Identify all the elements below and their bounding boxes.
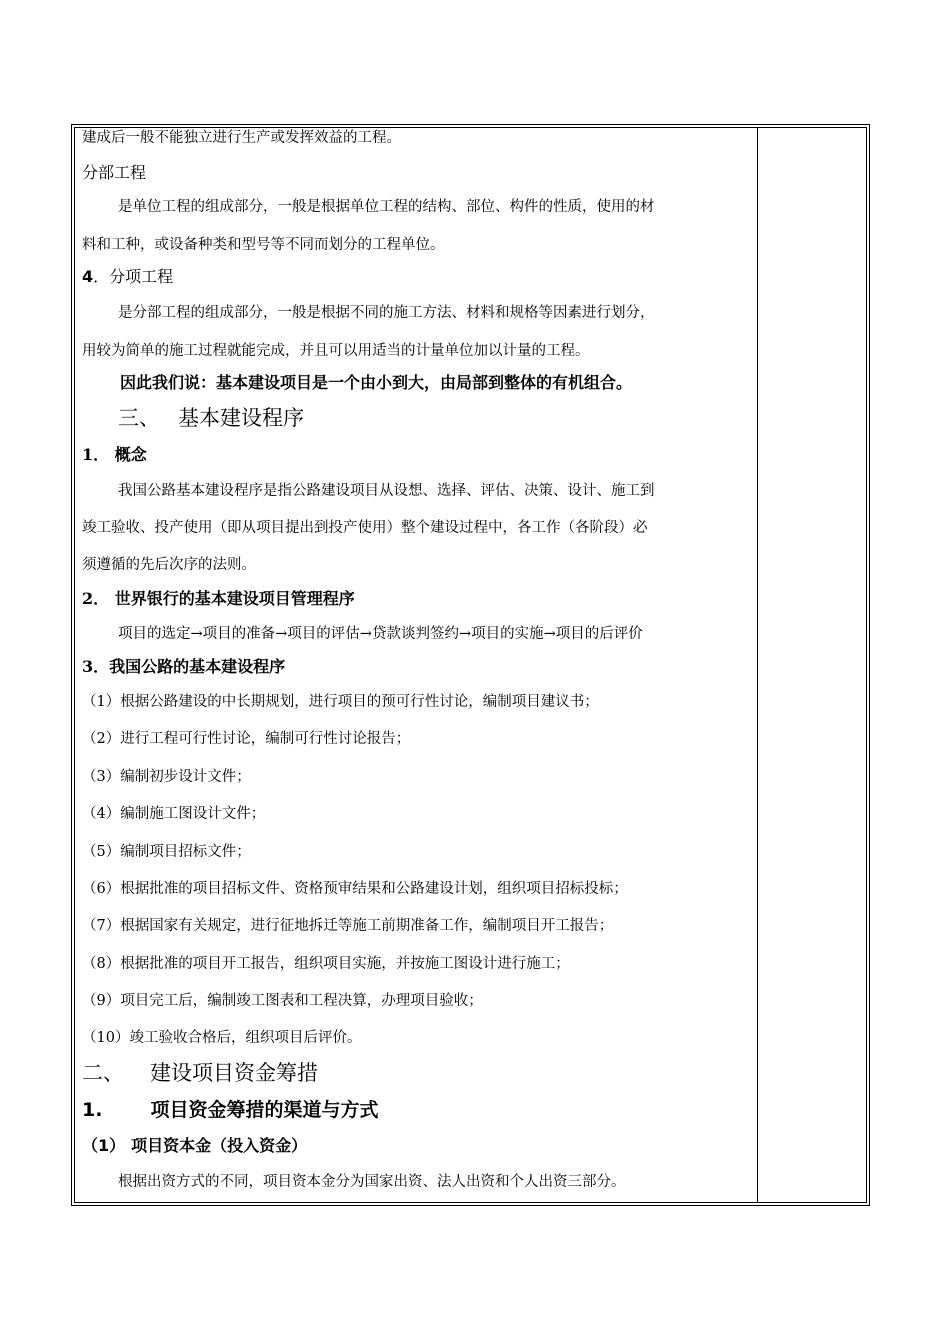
section-number: 三、: [118, 406, 160, 430]
text-line: 根据出资方式的不同，项目资本金分为国家出资、法人出资和个人出资三部分。: [118, 1174, 626, 1190]
text-line: 料和工种，或设备种类和型号等不同而划分的工程单位。: [82, 237, 445, 253]
heading-worldbank: 2． 世界银行的基本建设项目管理程序: [82, 589, 355, 608]
table-column-divider: [757, 127, 758, 1203]
list-item: （10）竣工验收合格后，组织项目后评价。: [82, 1030, 362, 1046]
section-number: 二、: [82, 1061, 124, 1085]
list-item: （2）进行工程可行性讨论，编制可行性讨论报告；: [82, 731, 411, 747]
text-line: 是分部工程的组成部分，一般是根据不同的施工方法、材料和规格等因素进行划分，: [118, 305, 655, 321]
section-title: 基本建设程序: [178, 406, 304, 430]
list-item: （1）根据公路建设的中长期规划，进行项目的预可行性讨论，编制项目建议书；: [82, 694, 599, 710]
subsection-title: 项目资金筹措的渠道与方式: [150, 1099, 379, 1121]
list-item: （4）编制施工图设计文件；: [82, 806, 266, 822]
heading-concept: 1． 概念: [82, 445, 147, 464]
heading-china-procedure: 3．我国公路的基本建设程序: [82, 657, 286, 676]
text-line: 是单位工程的组成部分，一般是根据单位工程的结构、部位、构件的性质，使用的材: [118, 199, 655, 215]
section-heading-er: [82, 1060, 318, 1086]
text-line: 建成后一般不能独立进行生产或发挥效益的工程。: [82, 130, 401, 146]
text-line: 用较为简单的施工过程就能完成，并且可以用适当的计量单位加以计量的工程。: [82, 343, 590, 359]
list-item: （7）根据国家有关规定，进行征地拆迁等施工前期准备工作，编制项目开工报告；: [82, 918, 614, 934]
heading-text: ．分项工程: [93, 267, 174, 286]
process-flow: 项目的选定→项目的准备→项目的评估→贷款谈判签约→项目的实施→项目的后评价: [118, 626, 643, 642]
subsubsection-number: （1）: [82, 1136, 126, 1155]
subsubsection-title: 项目资本金（投入资金）: [131, 1136, 308, 1155]
summary-statement: 因此我们说：基本建设项目是一个由小到大，由局部到整体的有机组合。: [120, 373, 633, 392]
heading-fenxiang: [82, 267, 173, 287]
text-line: 竣工验收、投产使用（即从项目提出到投产使用）整个建设过程中，各工作（各阶段）必: [82, 520, 648, 536]
section-heading-san: [118, 405, 304, 431]
subsection-number: 1.: [82, 1099, 103, 1121]
heading-fenbu: 分部工程: [82, 163, 147, 182]
subsubsection-heading-capital: [82, 1136, 307, 1156]
text-line: 须遵循的先后次序的法则。: [82, 557, 256, 573]
text-line: 我国公路基本建设程序是指公路建设项目从设想、选择、评估、决策、设计、施工到: [118, 483, 655, 499]
heading-number: 4: [82, 267, 94, 286]
list-item: （5）编制项目招标文件；: [82, 844, 251, 860]
list-item: （8）根据批准的项目开工报告，组织项目实施，并按施工图设计进行施工；: [82, 956, 570, 972]
subsection-heading-funding-channels: [82, 1098, 378, 1122]
list-item: （9）项目完工后，编制竣工图表和工程决算，办理项目验收；: [82, 993, 483, 1009]
list-item: （3）编制初步设计文件；: [82, 769, 251, 785]
section-title: 建设项目资金筹措: [150, 1061, 318, 1085]
list-item: （6）根据批准的项目招标文件、资格预审结果和公路建设计划，组织项目招标投标；: [82, 881, 628, 897]
